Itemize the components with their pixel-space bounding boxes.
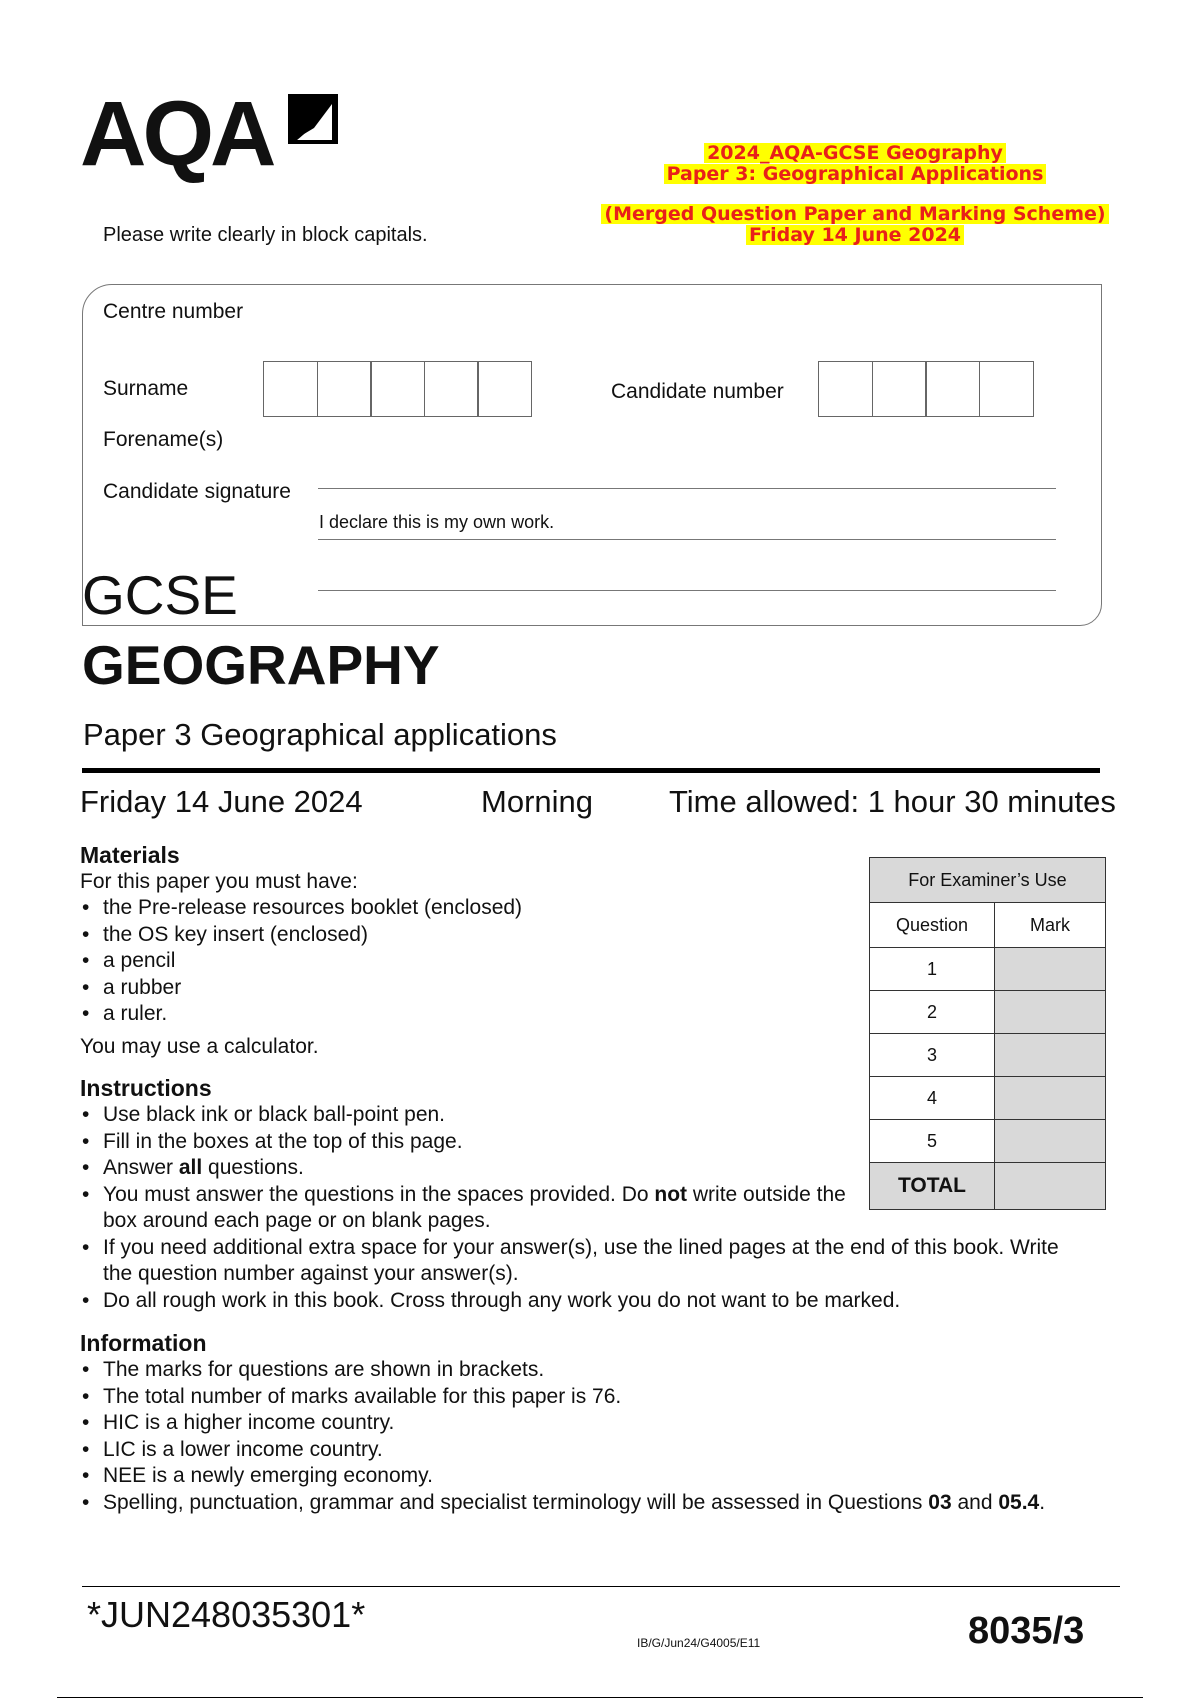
forenames-label: Forename(s) (103, 428, 224, 451)
examiner-use-table (869, 857, 1106, 1210)
centre-number-label: Centre number (103, 300, 244, 323)
header-rule (82, 768, 1100, 773)
materials-intro: For this paper you must have: (80, 870, 358, 893)
mark-cell (995, 1034, 1106, 1077)
information-title: Information (80, 1330, 207, 1356)
aqa-swoosh-icon (284, 90, 342, 148)
candidate-number-digit-box[interactable] (818, 361, 873, 417)
footer-rule (82, 1586, 1120, 1587)
block-capitals-note: Please write clearly in block capitals. (103, 224, 428, 246)
watermark-header (600, 143, 1110, 246)
list-item: • If you need additional extra space for your answer(s), use the lined pages at the end of this book. Write the question number against your answer(s). (80, 1235, 1083, 1288)
instructions-title: Instructions (80, 1075, 212, 1101)
mark-cell (995, 991, 1106, 1034)
list-item: • Spelling, punctuation, grammar and specialist terminology will be assessed in Questions 03 and 05.4. (80, 1490, 1063, 1517)
candidate-number-label: Candidate number (611, 380, 784, 403)
surname-line[interactable] (318, 488, 1056, 489)
table-row (870, 1034, 1106, 1077)
question-number: 4 (870, 1077, 995, 1120)
list-item: • the Pre-release resources booklet (enclosed) (80, 895, 1080, 922)
aqa-logo-text: AQA (80, 83, 273, 185)
centre-number-digit-box[interactable] (317, 361, 372, 417)
question-number: 3 (870, 1034, 995, 1077)
table-row (870, 1163, 1106, 1210)
paper-code: 8035/3 (968, 1610, 1085, 1652)
list-item: • The total number of marks available for this paper is 76. (80, 1384, 1080, 1411)
subject-title: GEOGRAPHY (82, 634, 440, 696)
signature-label: Candidate signature (103, 480, 291, 503)
centre-number-digit-box[interactable] (263, 361, 318, 417)
mark-cell (995, 1077, 1106, 1120)
question-number: 5 (870, 1120, 995, 1163)
list-item: • Answer all questions. (80, 1155, 863, 1182)
centre-number-boxes (263, 361, 531, 417)
centre-number-digit-box[interactable] (424, 361, 479, 417)
materials-title: Materials (80, 842, 180, 868)
list-item: • a rubber (80, 975, 1080, 1002)
list-item: • a pencil (80, 948, 1080, 975)
time-allowed: Time allowed: 1 hour 30 minutes (669, 784, 1116, 819)
information-list (80, 1357, 1080, 1516)
list-item: • LIC is a lower income country. (80, 1437, 1080, 1464)
candidate-number-digit-box[interactable] (979, 361, 1034, 417)
list-item: • You must answer the questions in the spaces provided. Do not write outside the box around each page or on blank pages. (80, 1182, 863, 1235)
watermark-line: 2024_AQA-GCSE Geography (704, 143, 1006, 163)
exam-session: Morning (481, 784, 593, 819)
paper-title: Paper 3 Geographical applications (83, 717, 557, 752)
list-item: • Do all rough work in this book. Cross through any work you do not want to be marked. (80, 1288, 1083, 1315)
watermark-line: Paper 3: Geographical Applications (664, 164, 1047, 184)
qualification-title: GCSE (82, 564, 238, 626)
calculator-note: You may use a calculator. (80, 1034, 319, 1058)
centre-number-digit-box[interactable] (477, 361, 532, 417)
list-item: • a ruler. (80, 1001, 1080, 1028)
list-item: • Use black ink or black ball-point pen. (80, 1102, 863, 1129)
question-number: 2 (870, 991, 995, 1034)
mark-cell (995, 1120, 1106, 1163)
total-label: TOTAL (870, 1163, 995, 1210)
bottom-rule (57, 1697, 1143, 1698)
table-row (870, 991, 1106, 1034)
table-row (870, 1120, 1106, 1163)
information-section (80, 1329, 1080, 1516)
total-mark-cell (995, 1163, 1106, 1210)
examiner-table-title: For Examiner’s Use (870, 858, 1106, 903)
barcode-text: *JUN248035301* (87, 1594, 366, 1635)
forenames-line[interactable] (318, 539, 1056, 540)
mark-cell (995, 948, 1106, 991)
list-item: • HIC is a higher income country. (80, 1410, 1080, 1437)
signature-line[interactable] (318, 590, 1056, 591)
paper-reference: IB/G/Jun24/G4005/E11 (637, 1636, 761, 1650)
list-item: • NEE is a newly emerging economy. (80, 1463, 1080, 1490)
mark-column-header: Mark (995, 903, 1106, 948)
exam-date: Friday 14 June 2024 (80, 784, 363, 819)
watermark-line: (Merged Question Paper and Marking Scheme) (601, 204, 1108, 224)
candidate-number-digit-box[interactable] (925, 361, 980, 417)
list-item: • the OS key insert (enclosed) (80, 922, 1080, 949)
table-row (870, 948, 1106, 991)
centre-number-digit-box[interactable] (370, 361, 425, 417)
question-column-header: Question (870, 903, 995, 948)
candidate-number-digit-box[interactable] (872, 361, 927, 417)
list-item: • The marks for questions are shown in brackets. (80, 1357, 1080, 1384)
surname-label: Surname (103, 377, 189, 400)
watermark-line: Friday 14 June 2024 (746, 225, 964, 245)
candidate-number-boxes (818, 361, 1032, 417)
list-item: • Fill in the boxes at the top of this page. (80, 1129, 863, 1156)
declaration-text: I declare this is my own work. (319, 512, 555, 532)
table-row (870, 1077, 1106, 1120)
question-number: 1 (870, 948, 995, 991)
